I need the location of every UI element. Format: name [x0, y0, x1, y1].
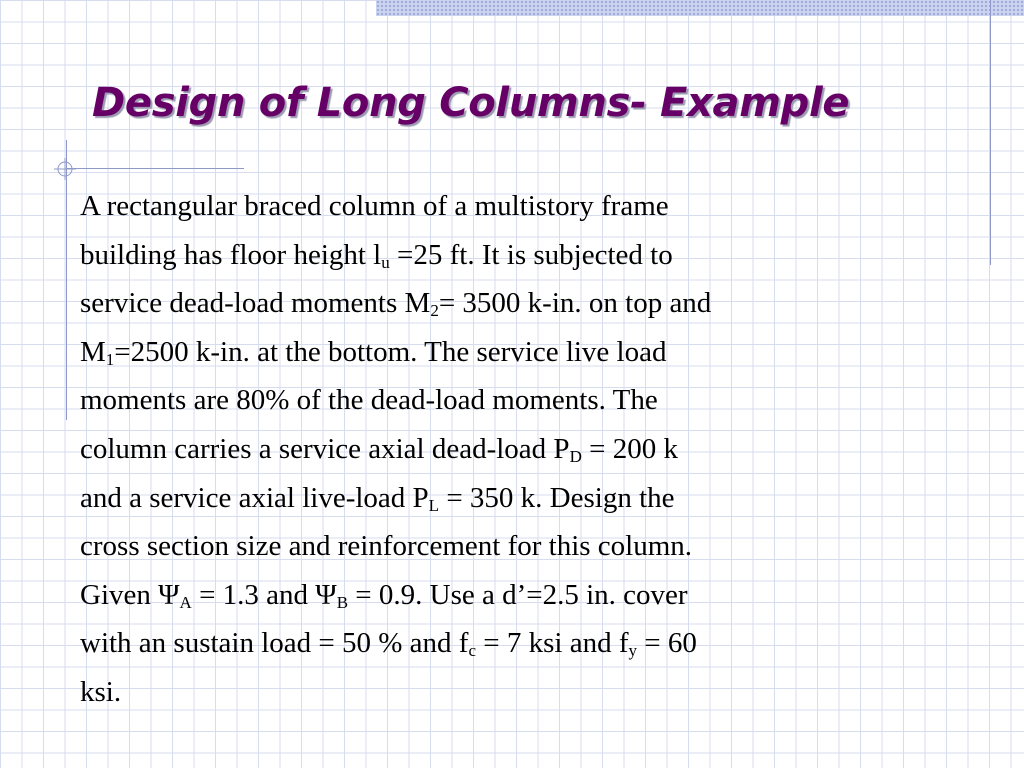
body-text-segment: =25 ft. It is subjected to [389, 238, 673, 271]
left-vertical-rule [66, 140, 67, 420]
body-text-segment: with an sustain load = 50 % and f [80, 627, 469, 660]
subscript: B [336, 592, 349, 612]
top-decorative-strip [376, 0, 1024, 16]
body-line-10 [80, 619, 980, 668]
subscript: A [179, 592, 192, 612]
body-text-segment: service dead-load moments M [80, 287, 431, 320]
body-text-segment: ksi. [80, 675, 122, 708]
body-text-segment: A rectangular braced column of a multistory frame [80, 190, 669, 222]
body-line-5 [80, 376, 980, 425]
body-line-9 [80, 571, 980, 620]
body-text-segment: cross section size and reinforcement for this column. [80, 530, 693, 563]
body-line-2 [80, 231, 980, 280]
body-text-segment: building has floor height l [80, 238, 382, 271]
body-text-segment: Given Ψ [80, 578, 180, 611]
body-text-segment: column carries a service axial dead-load P [80, 432, 570, 465]
subscript: c [468, 641, 477, 661]
subscript: 1 [105, 349, 115, 369]
body-text-segment: M [80, 335, 106, 368]
body-text-segment: = 7 ksi and f [476, 627, 629, 660]
subscript: y [628, 641, 637, 661]
subscript: u [381, 252, 390, 272]
slide-body [80, 182, 980, 717]
body-text-segment: = 3500 k-in. on top and [438, 287, 712, 320]
subscript: 2 [430, 301, 439, 321]
subscript: L [428, 495, 440, 515]
body-text-segment: =2500 k-in. at the bottom. The service live load [114, 335, 667, 368]
body-line-1 [80, 182, 980, 231]
body-line-6 [80, 425, 980, 474]
body-text-segment: = 1.3 and Ψ [191, 578, 337, 611]
body-text-segment: = 200 k [581, 432, 678, 465]
crosshair-icon [54, 158, 76, 180]
body-line-4 [80, 328, 980, 377]
body-text-segment: = 350 k. Design the [439, 481, 675, 514]
body-line-7 [80, 474, 980, 523]
body-text-segment: moments are 80% of the dead-load moments. The [80, 384, 658, 417]
body-text-segment: = 0.9. Use a d’=2.5 in. cover [348, 578, 688, 611]
right-vertical-rule [990, 0, 991, 265]
body-text-segment: and a service axial live-load P [80, 481, 429, 514]
subscript: D [569, 446, 582, 466]
body-line-11 [80, 668, 980, 717]
title-underline-rule [66, 168, 244, 169]
body-line-3 [80, 279, 980, 328]
body-text-segment: = 60 [637, 627, 697, 660]
slide-title: Design of Long Columns- Example [92, 80, 850, 126]
body-line-8 [80, 522, 980, 571]
